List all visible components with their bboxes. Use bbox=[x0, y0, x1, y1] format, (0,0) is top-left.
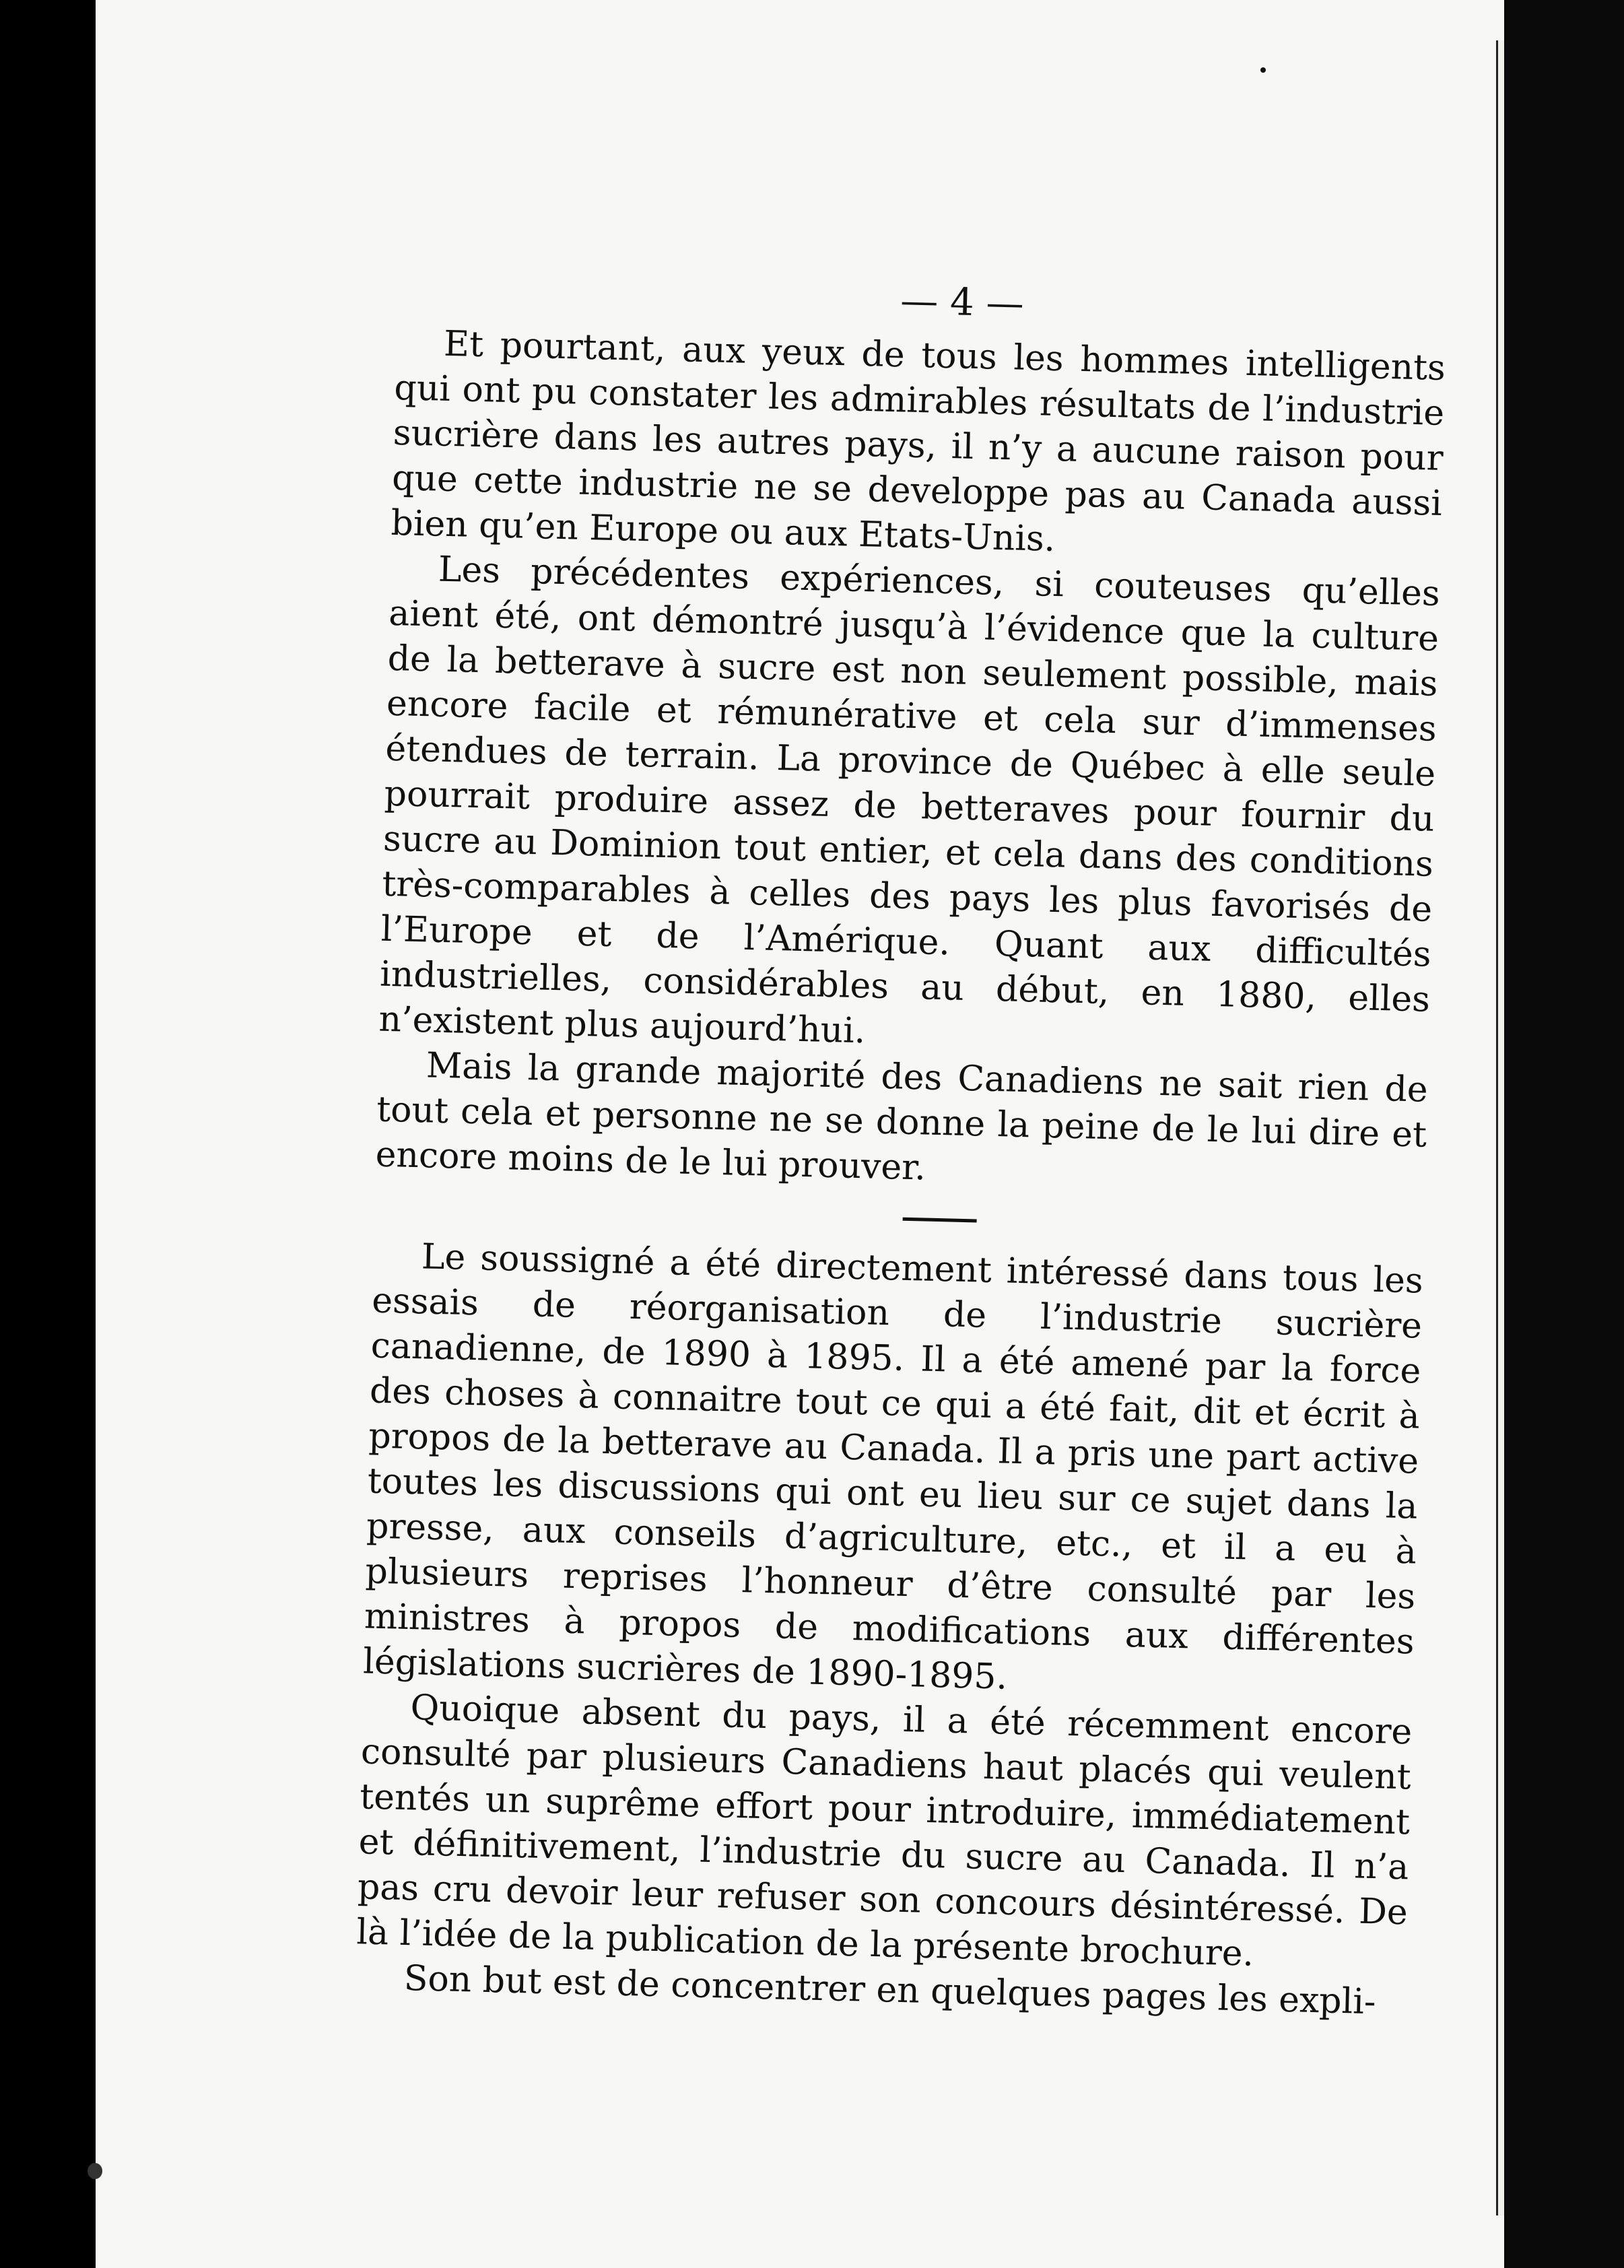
paragraph: Mais la grande majorité des Canadiens ne sait rien de tout cela et personne ne se donne la peine de le lui dire et encore moins de le lui prouver. bbox=[375, 1045, 1429, 1189]
paragraph: Quoique absent du pays, il a été récemment encore consulté par plusieurs Canadiens haut placés qui veulent tentés un suprême effort pour introduire, immédiatement et définitivement, l’industrie du sucre au Canada. Il n’a pas cru devoir leur refuser son concours désintéressé. De là l’idée de la publication de la présente brochure. bbox=[356, 1688, 1413, 1974]
page-number: — 4 — bbox=[900, 279, 1025, 326]
paragraph: Son but est de concentrer en quelques pages les expli- bbox=[403, 1958, 1377, 2023]
paragraph: Et pourtant, aux yeux de tous les hommes intelligents qui ont pu constater les admirables résultats de l’industrie sucrière dans les autres pays, il n’y a aucune raison pour que cette industrie ne se developpe pas au Canada aussi bien qu’en Europe ou aux Etats-Unis. bbox=[390, 323, 1446, 560]
paragraph: Les précédentes expériences, si couteuses qu’elles aient été, ont démontré jusqu’à l’évidence que la culture de la betterave à sucre est non seulement possible, mais encore facile et rémunérative et cela sur d’immenses étendues de terrain. La province de Québec à elle seule pourrait produire assez de betteraves pour fournir du sucre au Dominion tout entier, et cela dans des conditions très-comparables à celles des pays les plus favorisés de l’Europe et de l’Amérique. Quant aux difficultés industrielles, considérables au début, en 1880, elles n’existent plus aujourd’hui. bbox=[378, 549, 1441, 1052]
document-body bbox=[355, 266, 1447, 2026]
binding-shadow bbox=[1504, 0, 1624, 2268]
ink-speck bbox=[88, 2163, 102, 2179]
paragraph: Le soussigné a été directement intéressé dans tous les essais de réorganisation de l’industrie sucrière canadienne, de 1890 à 1895. Il a été amené par la force des choses à connaitre tout ce qui a été fait, dit et écrit à propos de la betterave au Canada. Il a pris une part active toutes les discussions qui ont eu lieu sur ce sujet dans la presse, aux conseils d’agriculture, etc., et il a eu à plusieurs reprises l’honneur d’être consulté par les ministres à propos de modifications aux différentes législations sucrières de 1890-1895. bbox=[362, 1236, 1424, 1698]
section-divider bbox=[903, 1218, 977, 1223]
ink-speck bbox=[1260, 67, 1266, 73]
